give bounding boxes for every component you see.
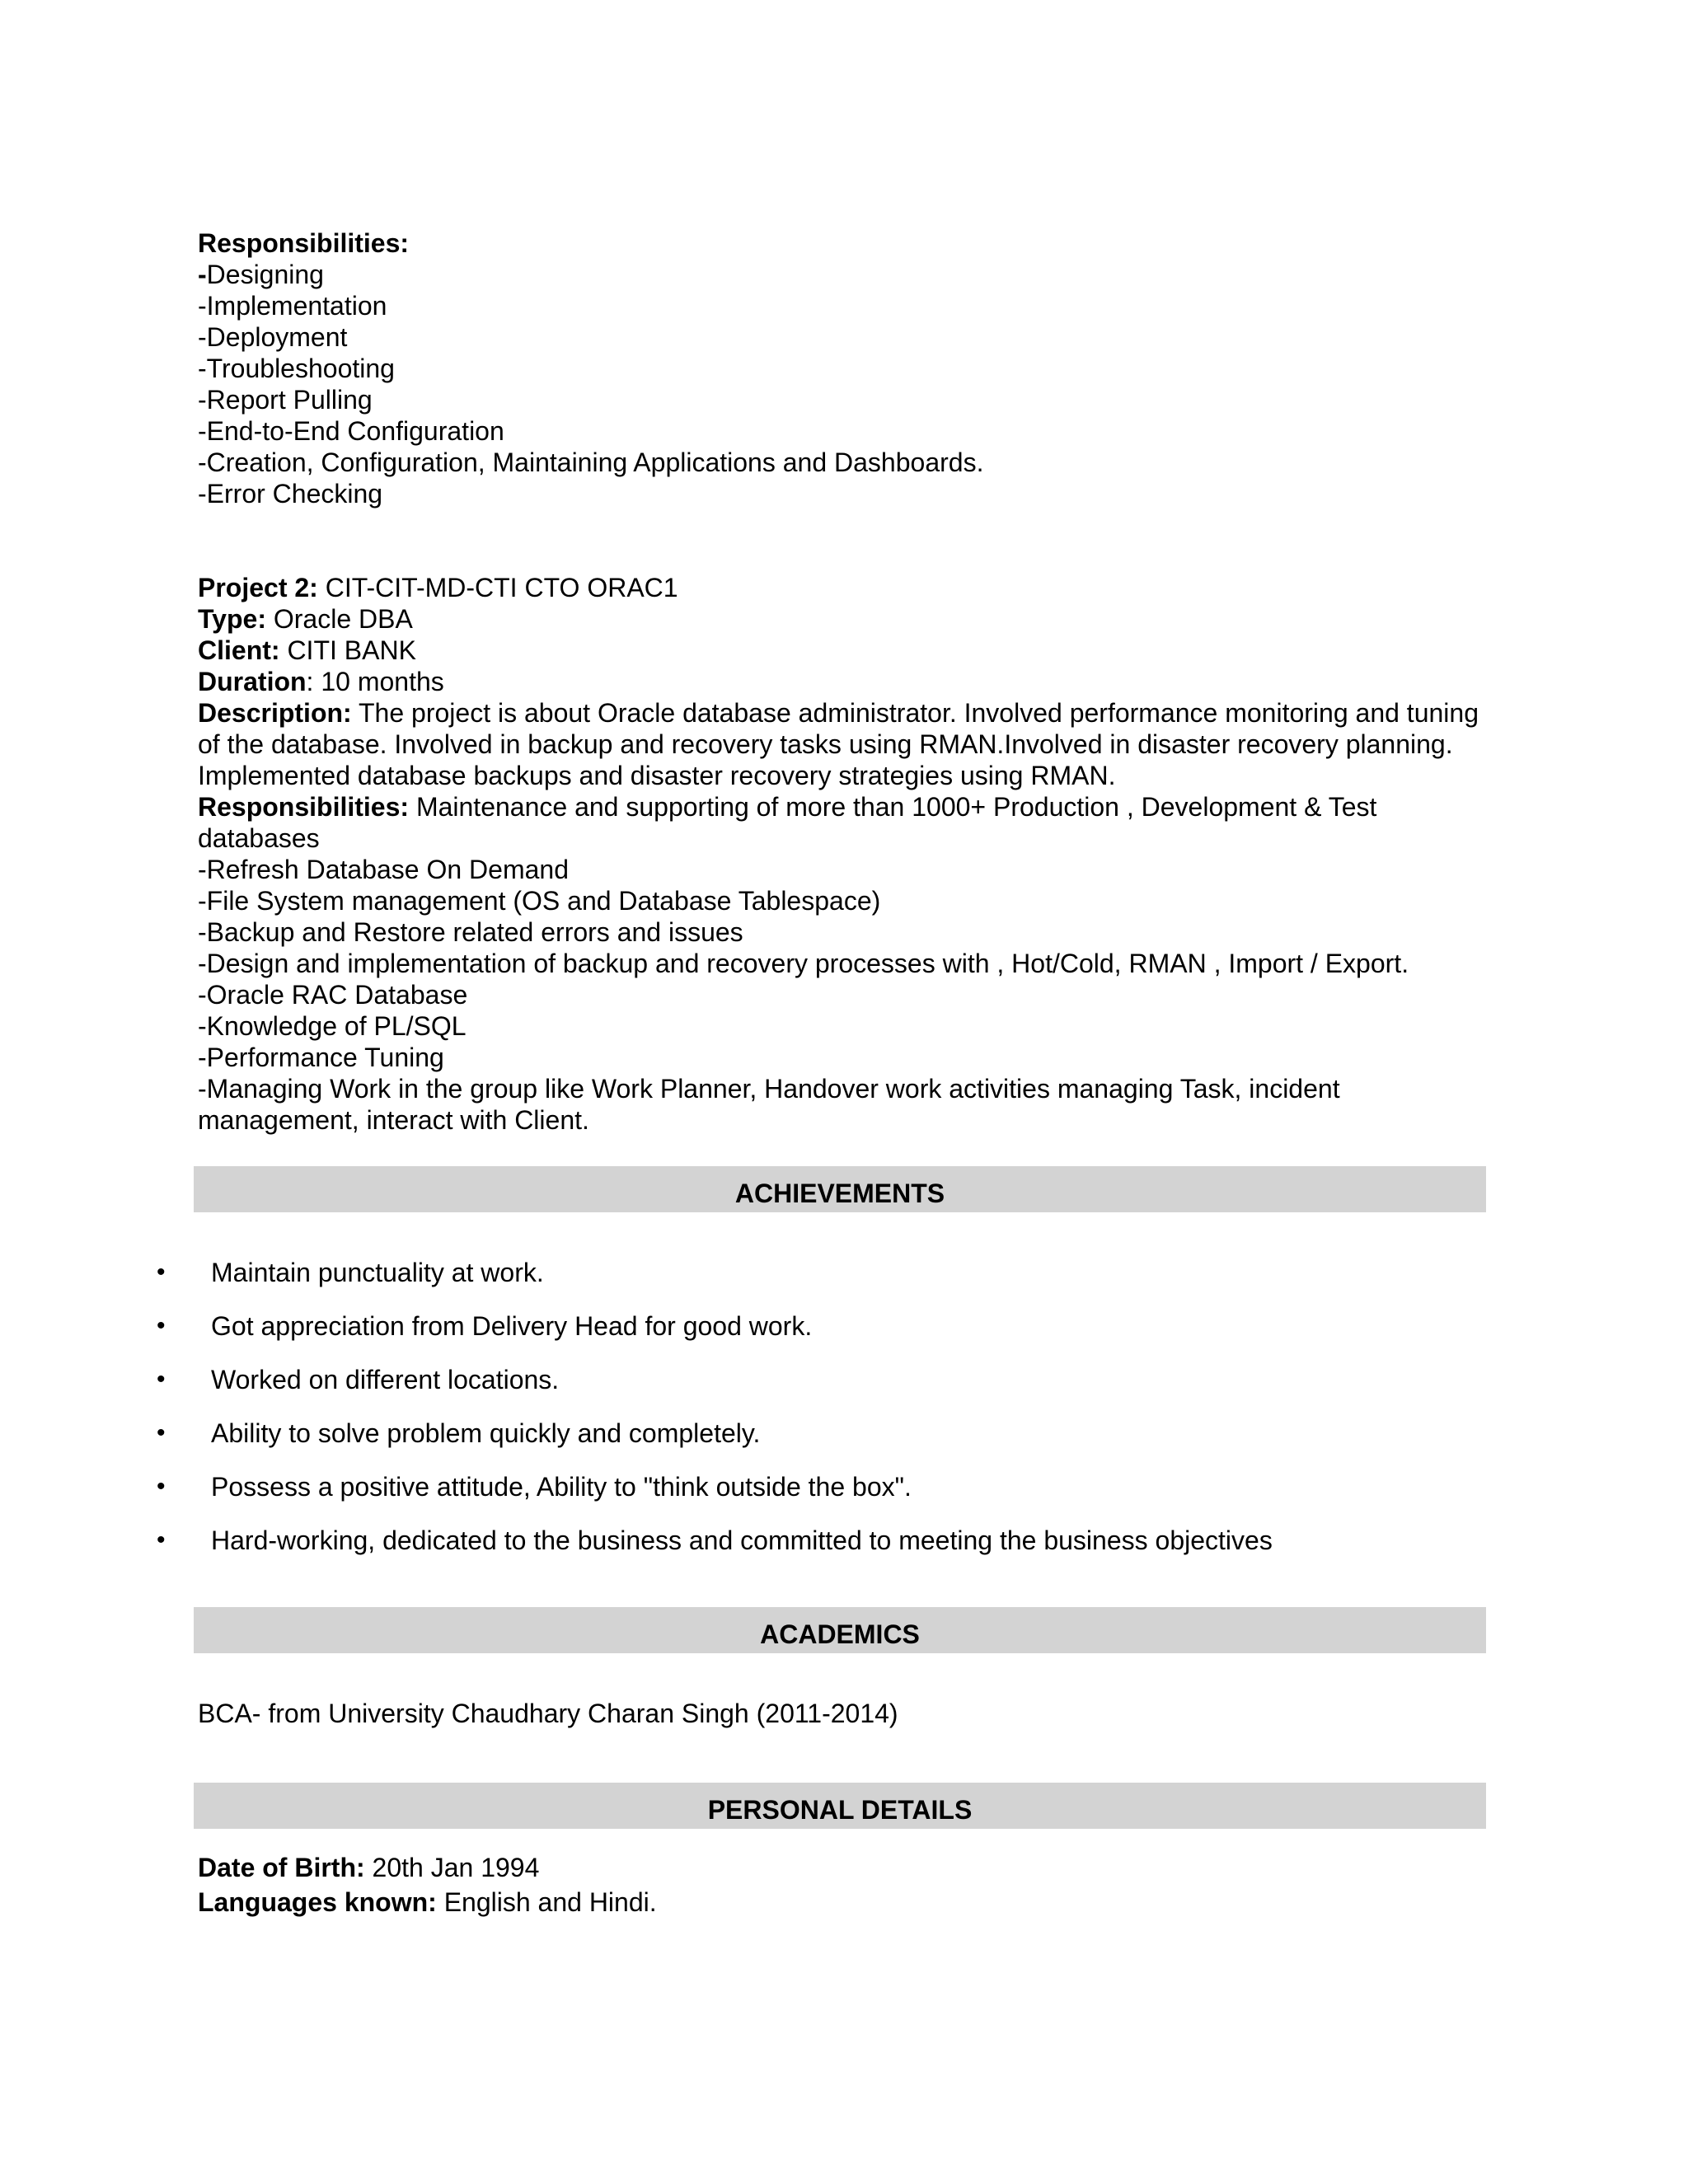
type-label: Type: <box>198 604 266 634</box>
project-type-row <box>198 603 1484 635</box>
description-label: Description: <box>198 698 352 728</box>
responsibilities-text: Maintenance and supporting of more than 1000+ Production , Development & Test databases <box>198 792 1377 853</box>
bullet-icon: • <box>157 1419 166 1446</box>
languages-label: Languages known: <box>198 1887 437 1917</box>
responsibility-item: -Error Checking <box>198 479 383 509</box>
dob-value: 20th Jan 1994 <box>364 1853 540 1882</box>
list-item <box>157 1525 1484 1578</box>
responsibilities-section <box>198 227 1484 509</box>
bullet-icon: • <box>157 1473 166 1500</box>
list-item <box>157 1418 1484 1471</box>
list-item <box>157 1364 1484 1418</box>
responsibility-item: -Knowledge of PL/SQL <box>198 1011 467 1041</box>
responsibility-item: -End-to-End Configuration <box>198 416 504 446</box>
responsibility-item: -Troubleshooting <box>198 354 395 383</box>
languages-row <box>198 1885 1484 1919</box>
project-title-row <box>198 572 1484 603</box>
achievement-text: Ability to solve problem quickly and completely. <box>211 1418 761 1448</box>
achievement-text: Maintain punctuality at work. <box>211 1258 544 1287</box>
project-responsibilities <box>198 791 1484 854</box>
academics-header <box>194 1607 1486 1653</box>
responsibility-item: -Deployment <box>198 322 348 352</box>
personal-details-header <box>194 1783 1486 1829</box>
project-duration-row <box>198 666 1484 697</box>
responsibility-item: -Implementation <box>198 291 387 321</box>
bullet-icon: • <box>157 1366 166 1393</box>
project-label: Project 2: <box>198 573 318 602</box>
list-item <box>157 1310 1484 1364</box>
academics-section <box>198 1698 1484 1729</box>
list-item <box>157 1471 1484 1525</box>
list-item <box>157 1257 1484 1310</box>
responsibility-item: -Backup and Restore related errors and issues <box>198 917 743 947</box>
bullet-icon: • <box>157 1312 166 1339</box>
responsibilities-heading: Responsibilities: <box>198 228 410 258</box>
achievements-list <box>157 1257 1484 1578</box>
dob-row <box>198 1850 1484 1885</box>
responsibility-item: -Report Pulling <box>198 385 373 415</box>
project-client-row <box>198 635 1484 666</box>
project-2-section <box>198 572 1484 1136</box>
academics-heading: ACADEMICS <box>760 1619 920 1649</box>
responsibility-text: Designing <box>206 260 324 289</box>
achievement-text: Hard-working, dedicated to the business and committed to meeting the business objectives <box>211 1526 1273 1555</box>
project-value: CIT-CIT-MD-CTI CTO ORAC1 <box>317 573 678 602</box>
languages-value: English and Hindi. <box>436 1887 657 1917</box>
type-value: Oracle DBA <box>265 604 413 634</box>
responsibility-item: -Design and implementation of backup and recovery processes with , Hot/Cold, RMAN , Import / Export. <box>198 949 1409 978</box>
duration-label: Duration <box>198 667 307 696</box>
personal-details-section <box>198 1850 1484 1919</box>
achievements-header <box>194 1166 1486 1212</box>
responsibility-item: -Performance Tuning <box>198 1043 444 1072</box>
achievement-text: Possess a positive attitude, Ability to "think outside the box". <box>211 1472 912 1502</box>
responsibilities-label: Responsibilities: <box>198 792 410 822</box>
dob-label: Date of Birth: <box>198 1853 365 1882</box>
achievement-text: Got appreciation from Delivery Head for good work. <box>211 1311 813 1341</box>
client-value: CITI BANK <box>279 635 416 665</box>
achievement-text: Worked on different locations. <box>211 1365 560 1394</box>
duration-value: : 10 months <box>306 667 444 696</box>
bullet-icon: • <box>157 1258 166 1286</box>
bullet-icon: • <box>157 1526 166 1554</box>
responsibility-item <box>198 259 1484 290</box>
responsibility-item: -Refresh Database On Demand <box>198 855 569 884</box>
description-text: The project is about Oracle database administrator. Involved performance monitoring and tuning of the database. Involved in backup and recovery tasks using RMAN.Involved in disaster recovery planning. Implemented database backups and disaster recovery strategies using RMAN. <box>198 698 1479 790</box>
project-description <box>198 697 1484 791</box>
dash-marker: - <box>198 260 207 289</box>
responsibility-item: -Creation, Configuration, Maintaining Applications and Dashboards. <box>198 448 984 477</box>
responsibility-item: -Oracle RAC Database <box>198 980 468 1010</box>
responsibility-item: -Managing Work in the group like Work Planner, Handover work activities managing Task, incident management, interact with Client. <box>198 1074 1340 1135</box>
responsibility-item: -File System management (OS and Database Tablespace) <box>198 886 881 916</box>
personal-details-heading: PERSONAL DETAILS <box>707 1794 973 1825</box>
achievements-heading: ACHIEVEMENTS <box>734 1178 945 1208</box>
academics-text: BCA- from University Chaudhary Charan Singh (2011-2014) <box>198 1699 898 1728</box>
client-label: Client: <box>198 635 280 665</box>
